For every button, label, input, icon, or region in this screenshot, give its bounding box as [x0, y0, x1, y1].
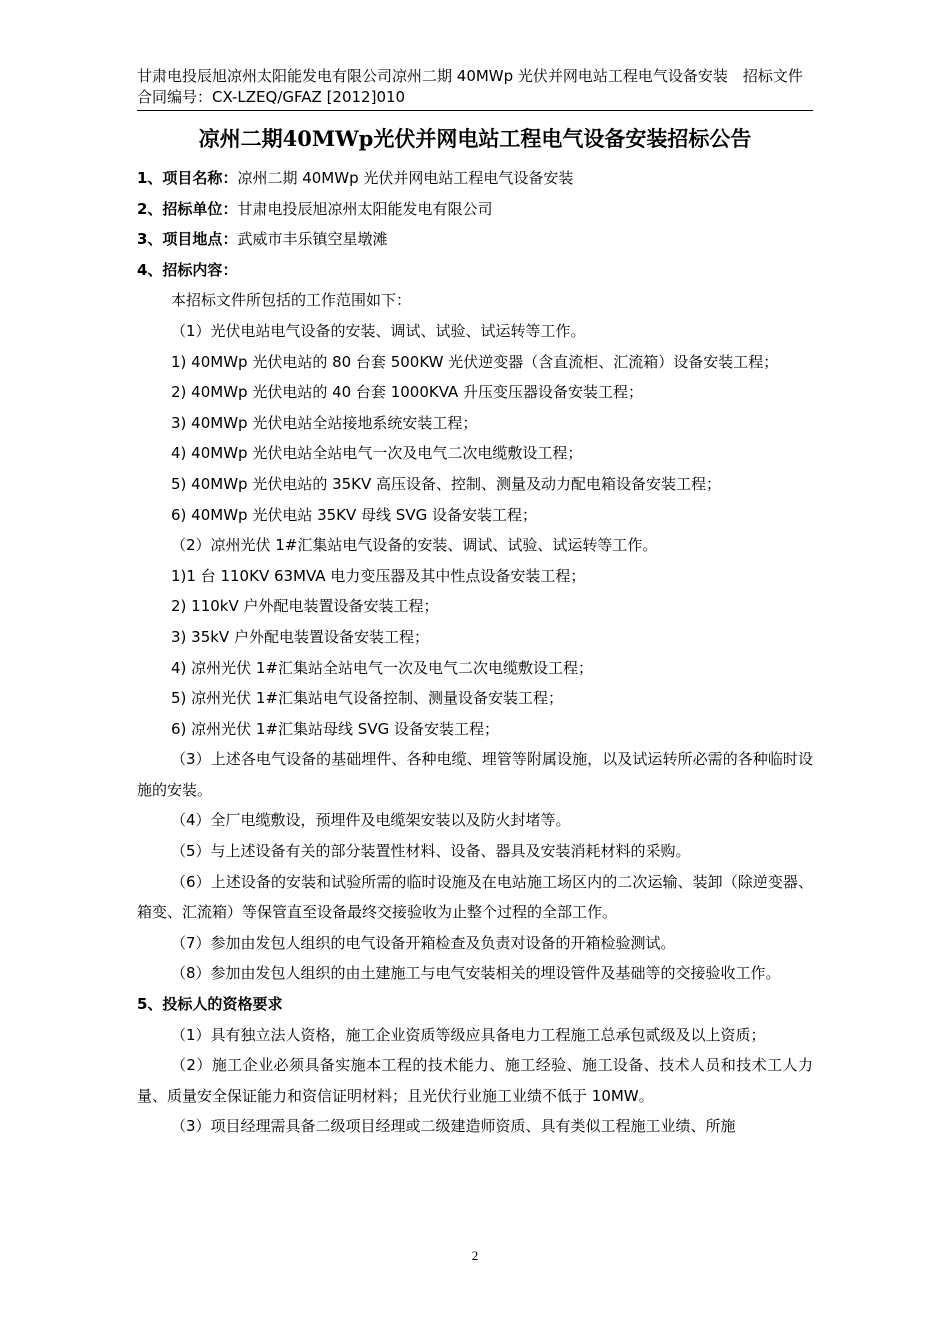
scope-intro: 本招标文件所包括的工作范围如下：	[171, 291, 412, 310]
list-item: 4) 40MWp 光伏电站全站电气一次及电气二次电缆敷设工程；	[171, 444, 583, 463]
scope-part1-heading: （1）光伏电站电气设备的安装、调试、试验、试运转等工作。	[171, 321, 586, 340]
list-item: 3) 40MWp 光伏电站全站接地系统安装工程；	[171, 413, 478, 432]
tender-content-heading	[137, 255, 813, 286]
list-item: 6) 凉州光伏 1#汇集站母线 SVG 设备安装工程；	[171, 719, 499, 738]
qualifications-label: 5、投标人的资格要求	[137, 995, 283, 1014]
list-item: 3) 35kV 户外配电装置设备安装工程；	[171, 627, 429, 646]
list-item: 1)1 台 110KV 63MVA 电力变压器及其中性点设备安装工程；	[171, 566, 586, 585]
list-item: 4) 凉州光伏 1#汇集站全站电气一次及电气二次电缆敷设工程；	[171, 658, 594, 677]
scope-part7: （7）参加由发包人组织的电气设备开箱检查及负责对设备的开箱检验测试。	[171, 933, 676, 952]
project-location-row	[137, 224, 813, 255]
qualification-item: （2）施工企业必须具备实施本工程的技术能力、施工经验、施工设备、技术人员和技术工人力量、质量安全保证能力和资信证明材料；且光伏行业施工业绩不低于 10MW。	[137, 1056, 813, 1105]
header-document-title: 甘肃电投辰旭凉州太阳能发电有限公司凉州二期 40MWp 光伏并网电站工程电气设备安装 招标文件	[137, 67, 803, 85]
project-location-label: 3、项目地点：	[137, 230, 238, 249]
scope-part2-heading: （2）凉州光伏 1#汇集站电气设备的安装、调试、试验、试运转等工作。	[171, 536, 658, 555]
page-number: 2	[471, 1248, 479, 1263]
list-item: 5) 凉州光伏 1#汇集站电气设备控制、测量设备安装工程；	[171, 689, 564, 708]
document-title: 凉州二期40MWp光伏并网电站工程电气设备安装招标公告	[198, 126, 752, 151]
page-header	[137, 66, 813, 111]
header-contract-number: 合同编号：CX-LZEQ/GFAZ [2012]010	[137, 88, 406, 106]
tendering-unit-label: 2、招标单位：	[137, 199, 238, 218]
document-body	[137, 163, 813, 1142]
qualifications-heading	[137, 989, 813, 1020]
tender-content-label: 4、招标内容：	[137, 260, 238, 279]
list-item: 2) 110kV 户外配电装置设备安装工程；	[171, 597, 439, 616]
scope-part3: （3）上述各电气设备的基础埋件、各种电缆、埋管等附属设施，以及试运转所必需的各种临时设施的安装。	[137, 750, 813, 799]
scope-part4: （4）全厂电缆敷设，预埋件及电缆架安装以及防火封堵等。	[171, 811, 571, 830]
scope-part5: （5）与上述设备有关的部分装置性材料、设备、器具及安装消耗材料的采购。	[171, 842, 691, 861]
list-item: 2) 40MWp 光伏电站的 40 台套 1000KVA 升压变压器设备安装工程；	[171, 383, 644, 402]
tendering-unit-value: 甘肃电投辰旭凉州太阳能发电有限公司	[237, 199, 493, 218]
project-name-value: 凉州二期 40MWp 光伏并网电站工程电气设备安装	[237, 169, 574, 187]
tendering-unit-row	[137, 194, 813, 225]
scope-part8: （8）参加由发包人组织的由土建施工与电气安装相关的埋设管件及基础等的交接验收工作。	[171, 964, 781, 983]
list-item: 1) 40MWp 光伏电站的 80 台套 500KW 光伏逆变器（含直流柜、汇流箱）设备安装工程；	[171, 352, 779, 371]
project-name-label: 1、项目名称：	[137, 169, 238, 187]
project-location-value: 武威市丰乐镇空星墩滩	[237, 230, 388, 249]
qualification-item: （1）具有独立法人资格，施工企业资质等级应具备电力工程施工总承包贰级及以上资质；	[171, 1025, 766, 1044]
list-item: 5) 40MWp 光伏电站的 35KV 高压设备、控制、测量及动力配电箱设备安装工程；	[171, 474, 722, 493]
list-item: 6) 40MWp 光伏电站 35KV 母线 SVG 设备安装工程；	[171, 505, 537, 524]
qualification-item: （3）项目经理需具备二级项目经理或二级建造师资质、具有类似工程施工业绩、所施	[171, 1117, 736, 1136]
project-name-row	[137, 163, 813, 194]
scope-part6: （6）上述设备的安装和试验所需的临时设施及在电站施工场区内的二次运输、装卸（除逆变器、箱变、汇流箱）等保管直至设备最终交接验收为止整个过程的全部工作。	[137, 872, 813, 922]
